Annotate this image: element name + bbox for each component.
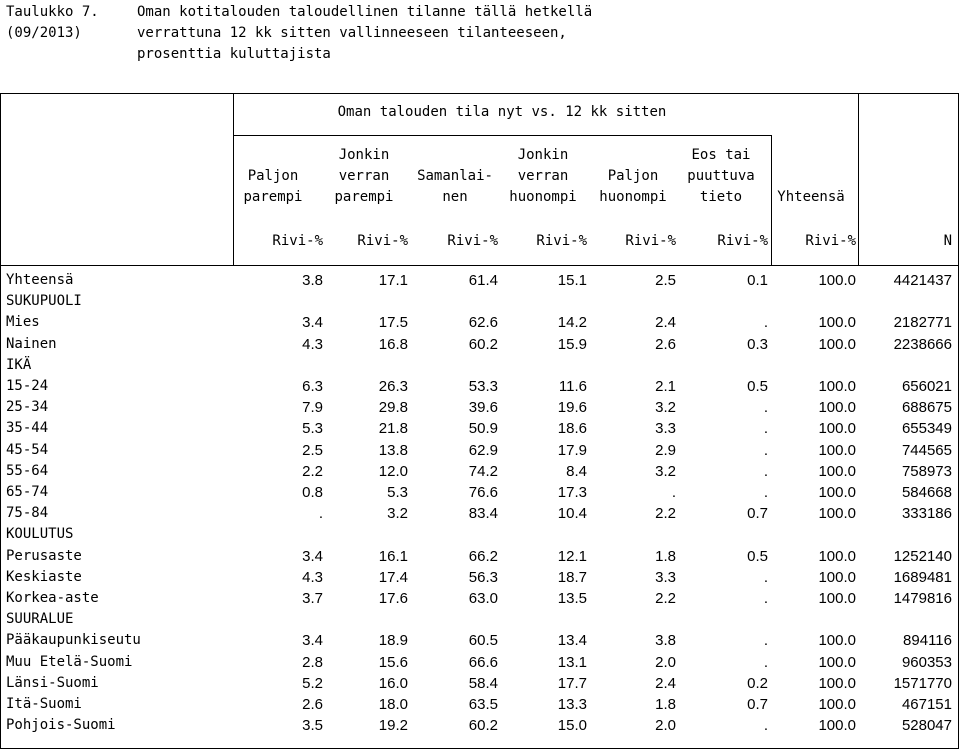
table-cell: 100.0: [818, 441, 856, 459]
table-cell: 8.4: [566, 462, 587, 480]
table-cell: 2.6: [655, 335, 676, 353]
table-title-line-3: prosenttia kuluttajista: [137, 46, 331, 62]
table-cell: 13.1: [557, 653, 587, 671]
table-row: [0, 420, 959, 441]
table-cell: 11.6: [558, 378, 587, 395]
row-label: Nainen: [6, 335, 57, 352]
table-cell: 4.3: [302, 335, 323, 353]
row-label: 25-34: [6, 399, 49, 416]
table-cell: 2.2: [655, 505, 676, 523]
group-heading: KOULUTUS: [6, 526, 74, 543]
table-title-line-1: Oman kotitalouden taloudellinen tilanne tällä hetkellä: [137, 4, 593, 20]
row-label: Itä-Suomi: [6, 696, 82, 712]
table-cell: 3.7: [302, 590, 323, 607]
table-cell: 66.2: [468, 547, 498, 565]
table-cell: 0.7: [747, 696, 768, 713]
group-heading: SUKUPUOLI: [6, 293, 82, 310]
table-cell: 3.2: [655, 399, 676, 417]
table-row: [0, 336, 959, 357]
table-cell: 467151: [901, 696, 952, 713]
table-row: [0, 632, 959, 653]
table-cell: 2.8: [302, 653, 323, 671]
column-header-line: verran: [338, 168, 390, 184]
table-cell: .: [763, 420, 768, 438]
table-top-rule: [0, 93, 959, 94]
column-spanner: Oman talouden tila nyt vs. 12 kk sitten: [337, 104, 667, 120]
table-cell: .: [763, 590, 768, 607]
table-row: [0, 590, 959, 611]
table-cell: 100.0: [818, 632, 856, 650]
table-cell: 3.4: [302, 547, 323, 565]
table-cell: 83.4: [468, 505, 498, 523]
table-cell: .: [763, 653, 768, 671]
n-column-separator: [858, 93, 859, 265]
table-cell: 6.3: [302, 378, 323, 395]
table-cell: 18.6: [557, 420, 587, 438]
table-cell: 100.0: [818, 272, 856, 289]
column-header-line: tieto: [699, 189, 743, 205]
table-cell: 17.1: [378, 272, 408, 289]
table-cell: .: [763, 314, 768, 332]
row-label: Perusaste: [6, 547, 82, 564]
table-cell: 2.2: [655, 590, 676, 607]
row-label: Korkea-aste: [6, 590, 99, 606]
row-label: 15-24: [6, 378, 49, 394]
table-cell: 0.3: [747, 335, 768, 353]
row-label: 35-44: [6, 420, 49, 437]
table-row: [0, 505, 959, 526]
table-cell: 1.8: [655, 696, 676, 713]
table-cell: 7.9: [302, 399, 323, 417]
column-header-line: Yhteensä: [777, 189, 845, 205]
unit-label: Rivi-%: [805, 233, 856, 249]
table-cell: 3.2: [387, 505, 408, 523]
table-row: [0, 314, 959, 335]
column-header-line: parempi: [243, 189, 303, 205]
table-cell: 1689481: [893, 568, 952, 586]
table-cell: 74.2: [468, 462, 498, 480]
table-cell: 3.8: [655, 632, 676, 650]
table-cell: 688675: [901, 399, 952, 417]
table-row: [0, 484, 959, 505]
table-cell: 100.0: [818, 462, 856, 480]
table-cell: 29.8: [378, 399, 408, 417]
table-cell: 15.6: [378, 653, 408, 671]
table-cell: 10.4: [557, 505, 587, 523]
table-number: Taulukko 7.: [6, 4, 99, 20]
table-cell: 21.8: [378, 420, 408, 438]
table-cell: 2.2: [302, 462, 323, 480]
table-cell: 100.0: [818, 314, 856, 332]
table-cell: 2.0: [655, 717, 676, 735]
table-cell: 333186: [901, 505, 952, 523]
table-cell: 18.0: [378, 696, 408, 713]
header-bottom-rule: [0, 265, 959, 266]
table-cell: 100.0: [818, 717, 856, 735]
table-cell: 18.9: [378, 632, 408, 650]
table-cell: .: [763, 462, 768, 480]
table-cell: .: [671, 484, 676, 501]
table-cell: 13.8: [378, 441, 408, 459]
table-cell: 17.5: [378, 314, 408, 332]
table-cell: 60.2: [468, 717, 498, 735]
table-cell: .: [763, 632, 768, 650]
table-row: [0, 696, 959, 717]
group-heading: IKÄ: [6, 356, 32, 373]
row-label: 45-54: [6, 441, 49, 458]
table-cell: 58.4: [468, 674, 498, 692]
table-cell: 3.8: [302, 272, 323, 289]
unit-label: Rivi-%: [447, 233, 498, 249]
table-cell: 100.0: [818, 335, 856, 353]
table-cell: 39.6: [468, 399, 498, 417]
column-header: [585, 166, 681, 208]
table-cell: 26.3: [378, 378, 408, 395]
table-cell: 19.2: [378, 717, 408, 735]
table-cell: 50.9: [468, 420, 498, 438]
table-cell: 758973: [901, 462, 952, 480]
table-cell: 100.0: [818, 505, 856, 523]
table-cell: 2.4: [655, 674, 676, 692]
table-cell: 63.0: [468, 590, 498, 607]
table-cell: .: [318, 505, 323, 523]
table-cell: 656021: [901, 378, 952, 395]
table-cell: 19.6: [557, 399, 587, 417]
table-cell: 5.2: [302, 674, 323, 692]
table-row: [0, 378, 959, 399]
table-cell: 53.3: [468, 378, 498, 395]
group-heading: SUURALUE: [6, 611, 74, 628]
unit-label: Rivi-%: [357, 233, 408, 249]
column-header-line: Paljon: [607, 168, 659, 184]
table-cell: 3.4: [302, 632, 323, 650]
table-cell: 5.3: [302, 420, 323, 438]
table-cell: 2.5: [655, 272, 676, 289]
table-cell: 3.2: [655, 462, 676, 480]
table-cell: 100.0: [818, 378, 856, 395]
column-header-line: Samanlai-: [417, 168, 493, 184]
table-cell: 100.0: [818, 420, 856, 438]
table-cell: 60.5: [468, 632, 498, 650]
table-cell: 744565: [901, 441, 952, 459]
table-cell: 528047: [901, 717, 952, 735]
table-row: [0, 463, 959, 484]
column-header-line: Jonkin: [338, 147, 390, 163]
unit-label: Rivi-%: [272, 233, 323, 249]
table-cell: 100.0: [818, 568, 856, 586]
table-cell: .: [763, 568, 768, 586]
row-label: 65-74: [6, 484, 49, 500]
table-cell: 1479816: [893, 590, 952, 607]
column-header: [495, 145, 591, 208]
table-cell: 14.2: [557, 314, 587, 332]
unit-label: Rivi-%: [536, 233, 587, 249]
row-label: 55-64: [6, 462, 49, 479]
table-cell: 0.7: [747, 505, 768, 523]
table-row: [0, 442, 959, 463]
table-row: [0, 569, 959, 590]
table-cell: 2.0: [655, 653, 676, 671]
table-cell: 100.0: [818, 399, 856, 417]
table-row: [0, 548, 959, 569]
row-label: Muu Etelä-Suomi: [6, 653, 133, 670]
table-cell: 100.0: [818, 484, 856, 501]
table-cell: 2182771: [893, 314, 952, 332]
table-cell: 1252140: [893, 547, 952, 565]
table-cell: 15.9: [557, 335, 587, 353]
table-cell: 17.9: [557, 441, 587, 459]
table-cell: 15.0: [557, 717, 587, 735]
column-header: [673, 145, 769, 208]
column-header: [225, 166, 321, 208]
row-label: Keskiaste: [6, 568, 82, 585]
table-cell: 2.6: [302, 696, 323, 713]
table-cell: 0.1: [747, 272, 768, 289]
table-bottom-rule: [0, 748, 959, 749]
table-cell: 0.8: [302, 484, 323, 501]
table-cell: 2.1: [655, 378, 676, 395]
unit-label: Rivi-%: [717, 233, 768, 249]
row-label: Mies: [6, 314, 40, 331]
table-cell: 1571770: [893, 674, 952, 692]
table-cell: 100.0: [818, 674, 856, 692]
column-header-line: puuttuva: [687, 168, 755, 184]
table-cell: 76.6: [468, 484, 498, 501]
table-row: [0, 675, 959, 696]
spanner-rule: [233, 135, 771, 136]
column-header-line: Paljon: [247, 168, 299, 184]
row-label: Länsi-Suomi: [6, 674, 99, 691]
column-header-line: Eos tai: [691, 147, 751, 163]
table-cell: 12.1: [557, 547, 587, 565]
row-label: Pohjois-Suomi: [6, 717, 116, 734]
table-cell: 13.5: [557, 590, 587, 607]
table-cell: .: [763, 484, 768, 501]
table-cell: 13.3: [557, 696, 587, 713]
table-cell: 100.0: [818, 547, 856, 565]
table-cell: 16.1: [378, 547, 408, 565]
table-cell: 3.3: [655, 568, 676, 586]
table-cell: 17.4: [378, 568, 408, 586]
table-cell: 60.2: [468, 335, 498, 353]
column-header: [407, 166, 503, 208]
table-date: (09/2013): [6, 25, 82, 41]
table-cell: 0.2: [747, 674, 768, 692]
table-cell: 63.5: [468, 696, 498, 713]
table-cell: 2.4: [655, 314, 676, 332]
table-cell: 3.3: [655, 420, 676, 438]
table-cell: 894116: [903, 632, 952, 650]
table-cell: 4.3: [302, 568, 323, 586]
table-cell: 66.6: [468, 653, 498, 671]
group-heading-row: [0, 526, 959, 547]
table-cell: 18.7: [557, 568, 587, 586]
group-heading-row: [0, 357, 959, 378]
column-header-line: huonompi: [509, 189, 577, 205]
unit-label: N: [943, 233, 952, 249]
table-cell: 62.9: [468, 441, 498, 459]
table-cell: 0.5: [747, 378, 768, 395]
row-label: 75-84: [6, 505, 49, 522]
column-header-line: Jonkin: [517, 147, 569, 163]
column-header-line: huonompi: [599, 189, 667, 205]
table-cell: 100.0: [818, 653, 856, 671]
table-cell: 12.0: [378, 462, 408, 480]
table-title-line-2: verrattuna 12 kk sitten vallinneeseen tilanteeseen,: [137, 25, 567, 41]
group-heading-row: [0, 293, 959, 314]
table-cell: 17.7: [557, 674, 587, 692]
table-cell: .: [763, 717, 768, 735]
column-header-line: nen: [442, 189, 468, 205]
table-cell: 17.3: [557, 484, 587, 501]
table-cell: 3.5: [302, 717, 323, 735]
table-row: [0, 399, 959, 420]
column-header-line: parempi: [334, 189, 394, 205]
table-cell: 16.0: [378, 674, 408, 692]
table-cell: 4421437: [893, 272, 952, 289]
table-cell: 5.3: [387, 484, 408, 501]
table-cell: 1.8: [655, 547, 676, 565]
table-row: [0, 654, 959, 675]
table-cell: 62.6: [468, 314, 498, 332]
table-cell: 0.5: [747, 547, 768, 565]
table-row: [0, 717, 959, 738]
column-header: [316, 145, 412, 208]
table-cell: 2.5: [302, 441, 323, 459]
table-cell: .: [763, 399, 768, 417]
table-cell: 56.3: [468, 568, 498, 586]
row-label: Yhteensä: [6, 272, 74, 288]
table-cell: 61.4: [468, 272, 498, 289]
table-row: [0, 272, 959, 293]
unit-label: Rivi-%: [625, 233, 676, 249]
column-header-line: verran: [517, 168, 569, 184]
table-cell: 16.8: [378, 335, 408, 353]
table-cell: 17.6: [378, 590, 408, 607]
group-heading-row: [0, 611, 959, 632]
table-cell: 2.9: [655, 441, 676, 459]
table-cell: .: [763, 441, 768, 459]
table-cell: 100.0: [818, 696, 856, 713]
column-header: [763, 187, 859, 208]
table-cell: 13.4: [557, 632, 587, 650]
table-cell: 960353: [901, 653, 952, 671]
table-cell: 2238666: [893, 335, 952, 353]
table-cell: 655349: [901, 420, 952, 438]
table-cell: 15.1: [557, 272, 587, 289]
table-cell: 584668: [901, 484, 952, 501]
table-cell: 3.4: [302, 314, 323, 332]
row-label: Pääkaupunkiseutu: [6, 632, 141, 649]
table-cell: 100.0: [818, 590, 856, 607]
